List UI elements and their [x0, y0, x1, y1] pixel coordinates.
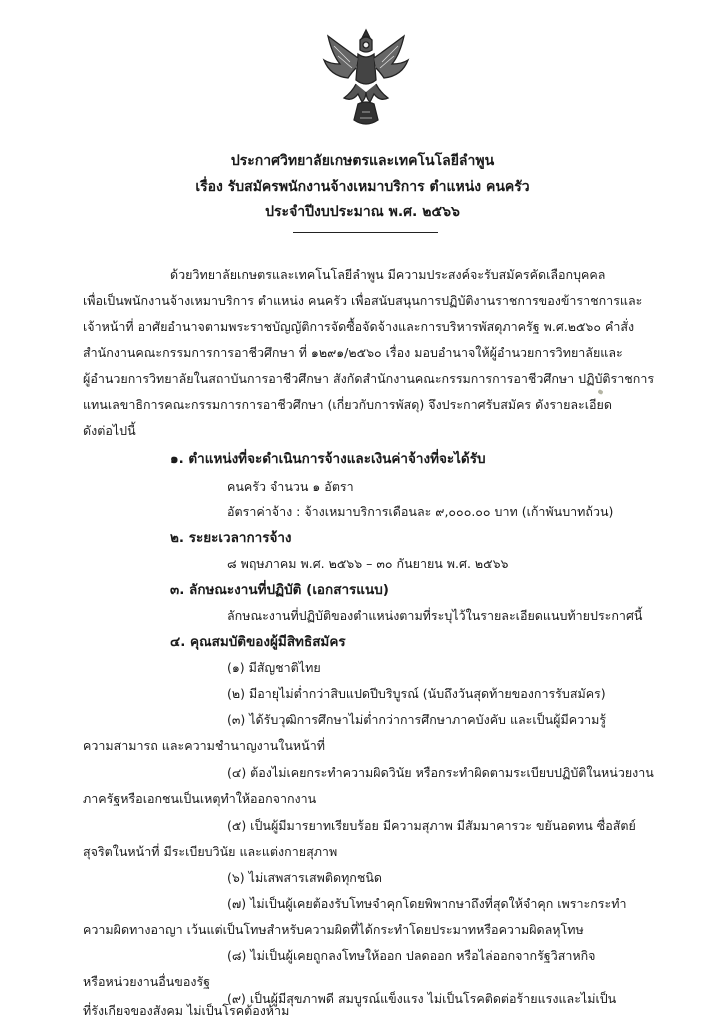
qualification-item: (๒) มีอายุไม่ต่ำกว่าสิบแปดปีบริบูรณ์ (นับถึงวันสุดท้ายของการรับสมัคร) [227, 686, 606, 701]
intro-line: สำนักงานคณะกรรมการการอาชีวศึกษา ที่ ๑๒๙๑/๒๕๖๐ เรื่อง มอบอำนาจให้ผู้อำนวยการวิทยาลัยและ [83, 345, 623, 360]
qualification-continuation: หรือหน่วยงานอื่นของรัฐ [83, 974, 211, 989]
qualification-continuation: ความสามารถ และความชำนาญงานในหน้าที่ [83, 738, 325, 753]
section-2-line: ๘ พฤษภาคม พ.ศ. ๒๕๖๖ – ๓๐ กันยายน พ.ศ. ๒๕๖๖ [227, 556, 509, 571]
qualification-item: (๗) ไม่เป็นผู้เคยต้องรับโทษจำคุกโดยพิพากษาถึงที่สุดให้จำคุก เพราะกระทำ [227, 896, 627, 911]
title-divider [293, 232, 438, 233]
qualification-continuation: ที่รังเกียจของสังคม ไม่เป็นโรคต้องห้าม [83, 1003, 290, 1018]
qualification-continuation: ภาครัฐหรือเอกชนเป็นเหตุทำให้ออกจากงาน [83, 791, 317, 806]
qualification-item: (๖) ไม่เสพสารเสพติดทุกชนิด [227, 870, 383, 885]
qualification-item: (๓) ได้รับวุฒิการศึกษาไม่ต่ำกว่าการศึกษาภาคบังคับ และเป็นผู้มีความรู้ [227, 712, 607, 727]
qualification-continuation: ความผิดทางอาญา เว้นแต่เป็นโทษสำหรับความผิดที่ได้กระทำโดยประมาทหรือความผิดลหุโทษ [83, 922, 584, 937]
section-2-heading: ๒. ระยะเวลาการจ้าง [170, 530, 292, 546]
section-1-line: อัตราค่าจ้าง : จ้างเหมาบริการเดือนละ ๙,๐๐๐.๐๐ บาท (เก้าพันบาทถ้วน) [227, 504, 614, 519]
intro-line: ด้วยวิทยาลัยเกษตรและเทคโนโลยีลำพูน มีความประสงค์จะรับสมัครคัดเลือกบุคคล [170, 267, 606, 282]
qualification-item: (๕) เป็นผู้มีมารยาทเรียบร้อย มีความสุภาพ มีสัมมาคารวะ ขยันอดทน ซื่อสัตย์ [227, 818, 636, 833]
qualification-item: (๘) ไม่เป็นผู้เคยถูกลงโทษให้ออก ปลดออก หรือไล่ออกจากรัฐวิสาหกิจ [227, 948, 596, 963]
qualification-item: (๑) มีสัญชาติไทย [227, 660, 321, 675]
announcement-subject: เรื่อง รับสมัครพนักงานจ้างเหมาบริการ ตำแหน่ง คนครัว [195, 179, 530, 195]
intro-line: แทนเลขาธิการคณะกรรมการการอาชีวศึกษา (เกี่ยวกับการพัสดุ) จึงประกาศรับสมัคร ดังรายละเอียด [83, 397, 612, 412]
qualification-continuation: สุจริตในหน้าที่ มีระเบียบวินัย และแต่งกายสุภาพ [83, 844, 338, 859]
section-3-heading: ๓. ลักษณะงานที่ปฏิบัติ (เอกสารแนบ) [170, 582, 389, 598]
section-1-heading: ๑. ตำแหน่งที่จะดำเนินการจ้างและเงินค่าจ้างที่จะได้รับ [170, 451, 486, 467]
intro-line: ผู้อำนวยการวิทยาลัยในสถาบันการอาชีวศึกษา สังกัดสำนักงานคณะกรรมการการอาชีวศึกษา ปฏิบัติราชการ [83, 371, 655, 386]
section-4-heading: ๔. คุณสมบัติของผู้มีสิทธิสมัคร [170, 634, 346, 650]
intro-line: เจ้าหน้าที่ อาศัยอำนาจตามพระราชบัญญัติการจัดซื้อจัดจ้างและการบริหารพัสดุภาครัฐ พ.ศ.๒๕๖๐ คำสั่ง [83, 319, 635, 334]
paper-speck [597, 389, 603, 395]
intro-line: ดังต่อไปนี้ [83, 423, 136, 438]
intro-line: เพื่อเป็นพนักงานจ้างเหมาบริการ ตำแหน่ง คนครัว เพื่อสนับสนุนการปฏิบัติงานราชการของข้าราชการและ [83, 293, 643, 308]
announcement-title: ประกาศวิทยาลัยเกษตรและเทคโนโลยีลำพูน [230, 153, 495, 169]
fiscal-year: ประจำปีงบประมาณ พ.ศ. ๒๕๖๖ [265, 204, 460, 220]
qualification-item: (๙) เป็นผู้มีสุขภาพดี สมบูรณ์แข็งแรง ไม่เป็นโรคติดต่อร้ายแรงและไม่เป็น [227, 991, 617, 1006]
section-1-line: คนครัว จำนวน ๑ อัตรา [227, 479, 354, 494]
section-3-line: ลักษณะงานที่ปฏิบัติของตำแหน่งตามที่ระบุไว้ในรายละเอียดแนบท้ายประกาศนี้ [227, 608, 643, 623]
garuda-emblem-icon [322, 28, 410, 132]
qualification-item: (๔) ต้องไม่เคยกระทำความผิดวินัย หรือกระทำผิดตามระเบียบปฏิบัติในหน่วยงาน [227, 765, 654, 780]
